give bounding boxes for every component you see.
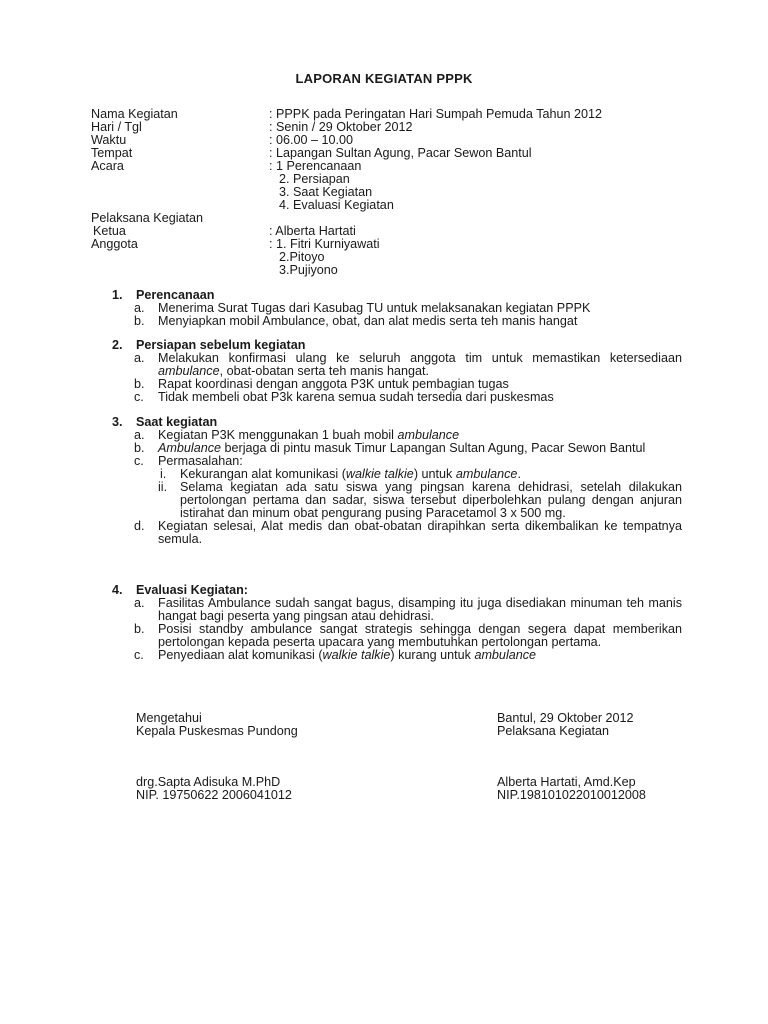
item-text: Tidak membeli obat P3k karena semua sudah tersedia dari puskesmas bbox=[158, 390, 554, 404]
item-text-part: ) untuk bbox=[413, 467, 456, 481]
item-text: Permasalahan: bbox=[158, 454, 243, 468]
anggota-item: : 1. Fitri Kurniyawati bbox=[269, 237, 380, 251]
sig-right-line2: Pelaksana Kegiatan bbox=[497, 724, 610, 738]
section-title: Perencanaan bbox=[136, 288, 215, 302]
item-text-part: ) kurang untuk bbox=[390, 648, 475, 662]
item-text-part: berjaga di pintu masuk Timur Lapangan Sultan Agung, Pacar Sewon Bantul bbox=[221, 441, 646, 455]
sig-right-line1: Bantul, 29 Oktober 2012 bbox=[497, 711, 634, 725]
sub-list-item bbox=[112, 481, 682, 520]
item-marker: b. bbox=[134, 622, 145, 636]
item-marker: d. bbox=[134, 519, 145, 533]
info-row-acara-2 bbox=[91, 173, 731, 186]
info-row-acara bbox=[91, 160, 731, 173]
list-item bbox=[112, 520, 682, 546]
list-item bbox=[112, 649, 682, 662]
info-row-tempat bbox=[91, 147, 731, 160]
label-pelaksana-kegiatan: Pelaksana Kegiatan bbox=[91, 211, 204, 225]
list-item bbox=[112, 315, 682, 328]
item-text-italic: Ambulance bbox=[158, 441, 222, 455]
value-hari-tgl: : Senin / 29 Oktober 2012 bbox=[269, 120, 413, 134]
acara-item: 2. Persiapan bbox=[279, 172, 350, 186]
item-text: Menerima Surat Tugas dari Kasubag TU untuk melaksanakan kegiatan PPPK bbox=[158, 301, 591, 315]
value-nama-kegiatan: : PPPK pada Peringatan Hari Sumpah Pemuda Tahun 2012 bbox=[269, 107, 603, 121]
signature-right bbox=[497, 712, 634, 738]
item-text-part: . bbox=[517, 467, 521, 481]
activity-info bbox=[91, 108, 731, 277]
signature-left-name bbox=[136, 776, 292, 802]
info-row-anggota-3 bbox=[91, 264, 731, 277]
item-marker: c. bbox=[134, 454, 144, 468]
sig-left-name: drg.Sapta Adisuka M.PhD bbox=[136, 775, 281, 789]
label-hari-tgl: Hari / Tgl bbox=[91, 120, 142, 134]
acara-item: 4. Evaluasi Kegiatan bbox=[279, 198, 394, 212]
sig-left-line2: Kepala Puskesmas Pundong bbox=[136, 724, 298, 738]
info-row-acara-3 bbox=[91, 186, 731, 199]
item-text-italic: walkie talkie bbox=[322, 648, 391, 662]
item-text-part: Kekurangan alat komunikasi ( bbox=[180, 467, 346, 481]
value-tempat: : Lapangan Sultan Agung, Pacar Sewon Bantul bbox=[269, 146, 532, 160]
report-title: LAPORAN KEGIATAN PPPK bbox=[295, 71, 473, 86]
section-title: Persiapan sebelum kegiatan bbox=[136, 338, 306, 352]
anggota-item: 3.Pujiyono bbox=[279, 263, 338, 277]
info-row-hari bbox=[91, 121, 731, 134]
item-marker: b. bbox=[134, 314, 145, 328]
section-number: 2. bbox=[112, 338, 123, 352]
item-text: Fasilitas Ambulance sudah sangat bagus, disamping itu juga disediakan minuman teh manis hangat bagi peserta yang pingsan atau dehidrasi. bbox=[158, 596, 682, 623]
item-marker: c. bbox=[134, 390, 144, 404]
item-text-italic: ambulance bbox=[158, 364, 220, 378]
sig-right-name: Alberta Hartati, Amd.Kep bbox=[497, 775, 636, 789]
item-marker: i. bbox=[160, 467, 167, 481]
label-nama-kegiatan: Nama Kegiatan bbox=[91, 107, 178, 121]
sig-left-nip: NIP. 19750622 2006041012 bbox=[136, 788, 292, 802]
item-marker: a. bbox=[134, 596, 145, 610]
value-waktu: : 06.00 – 10.00 bbox=[269, 133, 354, 147]
item-text-part: Kegiatan P3K menggunakan 1 buah mobil bbox=[158, 428, 398, 442]
info-row-pelaksana bbox=[91, 212, 731, 225]
label-waktu: Waktu bbox=[91, 133, 127, 147]
list-item bbox=[112, 352, 682, 378]
item-marker: a. bbox=[134, 301, 145, 315]
section-saat-kegiatan bbox=[112, 416, 682, 546]
section-number: 1. bbox=[112, 288, 123, 302]
section-number: 3. bbox=[112, 415, 123, 429]
item-marker: c. bbox=[134, 648, 144, 662]
value-ketua: : Alberta Hartati bbox=[269, 224, 356, 238]
info-row-anggota-2 bbox=[91, 251, 731, 264]
info-row-anggota bbox=[91, 238, 731, 251]
section-title: Evaluasi Kegiatan: bbox=[136, 583, 248, 597]
section-number: 4. bbox=[112, 583, 123, 597]
item-text-part: , obat-obatan serta teh manis hangat. bbox=[219, 364, 429, 378]
item-marker: a. bbox=[134, 351, 145, 365]
item-marker: b. bbox=[134, 377, 145, 391]
anggota-item: 2.Pitoyo bbox=[279, 250, 325, 264]
item-text: Rapat koordinasi dengan anggota P3K untuk pembagian tugas bbox=[158, 377, 509, 391]
item-text bbox=[158, 649, 682, 662]
item-text-italic: ambulance bbox=[474, 648, 537, 662]
sig-left-line1: Mengetahui bbox=[136, 711, 202, 725]
acara-item: 3. Saat Kegiatan bbox=[279, 185, 373, 199]
list-item bbox=[112, 623, 682, 649]
list-item bbox=[112, 597, 682, 623]
list-item bbox=[112, 391, 682, 404]
section-perencanaan bbox=[112, 289, 682, 328]
sig-right-nip: NIP.198101022010012008 bbox=[497, 788, 646, 802]
item-marker: b. bbox=[134, 441, 145, 455]
label-ketua: Ketua bbox=[93, 224, 126, 238]
item-text: Kegiatan selesai, Alat medis dan obat-obatan dirapihkan serta dikembalikan ke tempatnya semula. bbox=[158, 519, 682, 546]
acara-item: : 1 Perencanaan bbox=[269, 159, 362, 173]
section-title: Saat kegiatan bbox=[136, 415, 218, 429]
item-text-part: Penyediaan alat komunikasi ( bbox=[158, 648, 323, 662]
item-text-italic: ambulance bbox=[397, 428, 460, 442]
info-row-ketua bbox=[91, 225, 731, 238]
item-text: Selama kegiatan ada satu siswa yang pingsan karena dehidrasi, setelah dilakukan pertolongan pertama dan sadar, siswa tersebut diperbolehkan pulang dengan anjuran istirahat dan minum obat pengurang pusing Paracetamol 3 x 500 mg. bbox=[180, 480, 682, 520]
section-persiapan bbox=[112, 339, 682, 404]
item-text: Posisi standby ambulance sangat strategis sehingga dengan segera dapat memberikan pertolongan kepada peserta upacara yang membutuhkan pertolongan pertama. bbox=[158, 622, 682, 649]
item-text-part: Melakukan konfirmasi ulang ke seluruh anggota tim untuk memastikan ketersediaan bbox=[158, 351, 682, 365]
item-text-italic: ambulance bbox=[455, 467, 518, 481]
label-tempat: Tempat bbox=[91, 146, 133, 160]
item-text bbox=[158, 352, 682, 378]
label-anggota: Anggota bbox=[91, 237, 138, 251]
item-marker: ii. bbox=[158, 480, 168, 494]
signature-left bbox=[136, 712, 298, 738]
item-text: Menyiapkan mobil Ambulance, obat, dan alat medis serta teh manis hangat bbox=[158, 314, 578, 328]
label-acara: Acara bbox=[91, 159, 124, 173]
signature-right-name bbox=[497, 776, 646, 802]
item-text-italic: walkie talkie bbox=[345, 467, 414, 481]
section-evaluasi bbox=[112, 584, 682, 662]
item-marker: a. bbox=[134, 428, 145, 442]
